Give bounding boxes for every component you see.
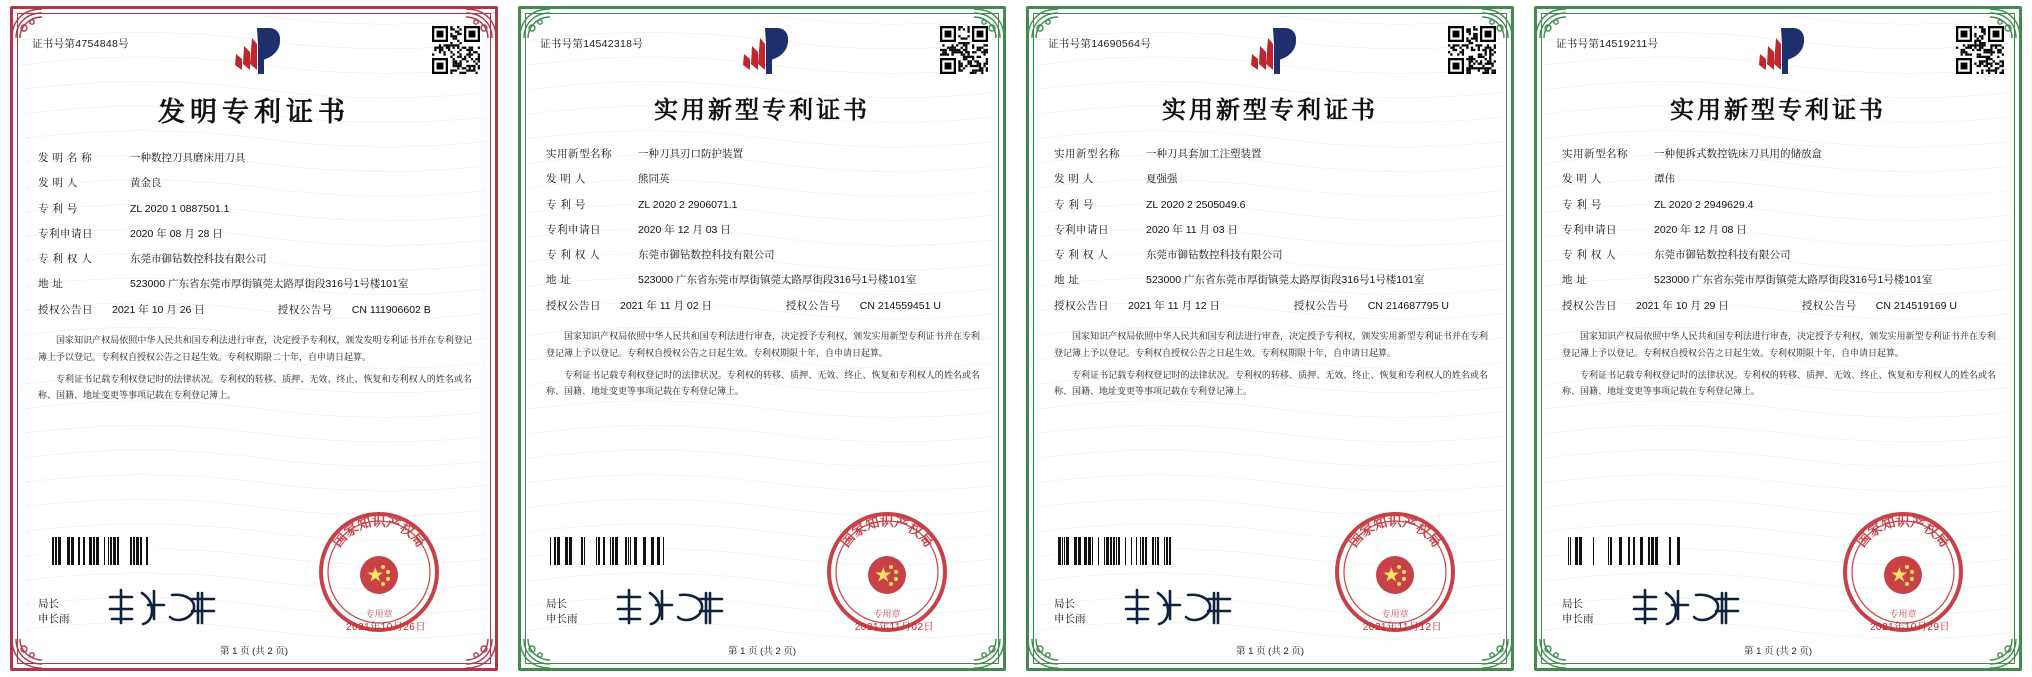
patent-certificate bbox=[1524, 0, 2032, 677]
field-label: 发 明 人 bbox=[546, 173, 586, 186]
seal-date: 2021年11月12日 bbox=[1362, 622, 1442, 633]
field-label: 专 利 号 bbox=[38, 202, 78, 215]
field-label: 地 址 bbox=[1562, 274, 1588, 287]
certificate-number: 证书号第14542318号 bbox=[540, 38, 644, 50]
field-application-date bbox=[38, 227, 474, 243]
svg-text:国家知识产权局: 国家知识产权局 bbox=[1345, 514, 1445, 551]
field-application-date bbox=[1054, 223, 1490, 239]
cnipa-emblem-icon bbox=[1741, 24, 1815, 80]
field-inventor bbox=[38, 176, 474, 192]
field-value: 谭伟 bbox=[1654, 173, 1675, 186]
field-grant-row bbox=[38, 303, 474, 319]
director-signature-icon bbox=[1118, 585, 1238, 629]
svg-text:专用章: 专用章 bbox=[365, 610, 393, 620]
certificate-number: 证书号第14519211号 bbox=[1556, 38, 1659, 50]
qr-code-icon[interactable] bbox=[1448, 26, 1496, 74]
director-block bbox=[38, 597, 70, 627]
field-label: 专利申请日 bbox=[38, 227, 93, 240]
field-value: 2020 年 12 月 03 日 bbox=[638, 223, 731, 236]
field-grant-number bbox=[786, 299, 982, 315]
field-patentee bbox=[1054, 248, 1490, 264]
field-value: 夏强强 bbox=[1146, 173, 1178, 186]
field-value: 一种数控刀具磨床用刀具 bbox=[130, 152, 246, 164]
seal-date: 2021年11月02日 bbox=[854, 622, 934, 633]
director-label: 局长 bbox=[1054, 597, 1075, 610]
body-paragraph: 国家知识产权局依照中华人民共和国专利法进行审查，决定授予专利权，颁发发明专利证书并在专利登记簿上予以登记。专利权自授权公告之日起生效。专利权期限二十年，自申请日起算。 bbox=[38, 335, 472, 362]
seal-date: 2021年10月29日 bbox=[1870, 622, 1950, 633]
page-footer: 第 1 页 (共 2 页) bbox=[1743, 646, 1813, 657]
field-label: 发 明 名 称 bbox=[38, 152, 93, 164]
official-seal-icon bbox=[824, 509, 950, 635]
field-label: 地 址 bbox=[546, 274, 572, 287]
barcode bbox=[1054, 537, 1172, 565]
field-inventor bbox=[1054, 172, 1490, 188]
field-grant-date bbox=[38, 303, 278, 319]
field-value: 523000 广东省东莞市厚街镇莞太路厚街段316号1号楼101室 bbox=[638, 274, 917, 287]
field-label: 授权公告日 bbox=[38, 303, 93, 316]
field-value: CN 214519169 U bbox=[1875, 299, 1957, 312]
body-paragraph: 国家知识产权局依照中华人民共和国专利法进行审查，决定授予专利权，颁发实用新型专利证书并在专利登记簿上予以登记。专利权自授权公告之日起生效。专利权期限十年，自申请日起算。 bbox=[1562, 331, 1996, 358]
official-seal-icon bbox=[1332, 509, 1458, 635]
body-paragraph: 国家知识产权局依照中华人民共和国专利法进行审查，决定授予专利权，颁发实用新型专利证书并在专利登记簿上予以登记。专利权自授权公告之日起生效。专利权期限十年，自申请日起算。 bbox=[1054, 331, 1488, 358]
field-value: 523000 广东省东莞市厚街镇莞太路厚街段316号1号楼101室 bbox=[130, 278, 409, 291]
field-label: 专 利 权 人 bbox=[1562, 249, 1617, 261]
field-label: 专 利 号 bbox=[1054, 198, 1094, 211]
director-label: 局长 bbox=[38, 597, 59, 610]
field-grant-number bbox=[278, 303, 474, 319]
director-signature-icon bbox=[102, 585, 222, 629]
certificate-body-text bbox=[546, 328, 980, 400]
certificate-body-text bbox=[1054, 328, 1488, 400]
field-value: ZL 2020 2 2949629.4 bbox=[1654, 198, 1754, 211]
certificate-number: 证书号第14690564号 bbox=[1048, 38, 1152, 50]
qr-code-icon[interactable] bbox=[1956, 26, 2004, 74]
page-footer: 第 1 页 (共 2 页) bbox=[219, 646, 289, 657]
qr-code-icon[interactable] bbox=[432, 26, 480, 74]
field-label: 发 明 人 bbox=[1562, 173, 1602, 186]
field-address bbox=[546, 273, 982, 289]
field-label: 授权公告号 bbox=[277, 303, 333, 316]
field-inventor bbox=[1562, 172, 1998, 188]
cnipa-emblem-icon bbox=[1233, 24, 1307, 80]
page-footer: 第 1 页 (共 2 页) bbox=[1235, 646, 1305, 657]
certificate-body-text bbox=[1562, 328, 1996, 400]
field-invention-name bbox=[546, 147, 982, 163]
director-name: 申长雨 bbox=[1562, 612, 1594, 625]
field-label: 地 址 bbox=[1054, 274, 1080, 287]
director-label: 局长 bbox=[546, 597, 567, 610]
certificate-header bbox=[532, 20, 992, 82]
svg-text:国家知识产权局: 国家知识产权局 bbox=[329, 514, 429, 551]
body-paragraph: 专利证书记载专利权登记时的法律状况。专利权的转移、质押、无效、终止、恢复和专利权人的姓名或名称、国籍、地址变更等事项记载在专利登记簿上。 bbox=[546, 369, 980, 397]
field-grant-number bbox=[1294, 299, 1490, 315]
field-value: 一种刀具套加工注塑装置 bbox=[1146, 148, 1262, 160]
field-value: CN 214559451 U bbox=[859, 299, 941, 312]
field-grant-row bbox=[546, 299, 982, 315]
field-value: CN 214687795 U bbox=[1367, 299, 1449, 312]
field-value: ZL 2020 2 2505049.6 bbox=[1146, 198, 1246, 211]
field-address bbox=[38, 277, 474, 293]
field-grant-row bbox=[1054, 299, 1490, 315]
seal-date: 2021年10月26日 bbox=[346, 622, 426, 633]
field-value: ZL 2020 2 2906071.1 bbox=[638, 198, 738, 211]
svg-text:专用章: 专用章 bbox=[1889, 610, 1917, 620]
field-label: 专利申请日 bbox=[1562, 223, 1617, 236]
body-paragraph: 专利证书记载专利权登记时的法律状况。专利权的转移、质押、无效、终止、恢复和专利权人的姓名或名称、国籍、地址变更等事项记载在专利登记簿上。 bbox=[38, 373, 472, 401]
body-paragraph: 专利证书记载专利权登记时的法律状况。专利权的转移、质押、无效、终止、恢复和专利权人的姓名或名称、国籍、地址变更等事项记载在专利登记簿上。 bbox=[1054, 369, 1488, 397]
field-invention-name bbox=[1054, 147, 1490, 163]
field-grant-date bbox=[1562, 299, 1802, 315]
field-grant-number bbox=[1802, 299, 1998, 315]
cnipa-emblem-icon bbox=[725, 24, 799, 80]
director-label: 局长 bbox=[1562, 597, 1583, 610]
field-value: 2020 年 12 月 08 日 bbox=[1654, 223, 1747, 236]
director-signature-icon bbox=[1626, 585, 1746, 629]
svg-text:国家知识产权局: 国家知识产权局 bbox=[837, 514, 937, 551]
page-footer: 第 1 页 (共 2 页) bbox=[727, 646, 797, 657]
field-invention-name bbox=[38, 151, 474, 167]
field-address bbox=[1562, 273, 1998, 289]
field-value: 东莞市御钻数控科技有限公司 bbox=[1146, 249, 1283, 261]
field-label: 授权公告号 bbox=[1801, 299, 1857, 312]
field-application-date bbox=[1562, 223, 1998, 239]
field-label: 专 利 号 bbox=[1562, 198, 1602, 211]
field-address bbox=[1054, 273, 1490, 289]
field-label: 实用新型名称 bbox=[1562, 148, 1628, 160]
field-value: CN 111906602 B bbox=[351, 303, 431, 316]
body-paragraph: 国家知识产权局依照中华人民共和国专利法进行审查，决定授予专利权，颁发实用新型专利证书并在专利登记簿上予以登记。专利权自授权公告之日起生效。专利权期限十年，自申请日起算。 bbox=[546, 331, 980, 358]
field-label: 专利申请日 bbox=[1054, 223, 1109, 236]
director-name: 申长雨 bbox=[546, 612, 578, 625]
field-label: 地 址 bbox=[38, 278, 64, 291]
field-application-date bbox=[546, 223, 982, 239]
patent-certificate bbox=[1016, 0, 1524, 677]
certificate-title: 实用新型专利证书 bbox=[1162, 95, 1378, 124]
field-value: 2021 年 11 月 12 日 bbox=[1128, 299, 1221, 312]
director-block bbox=[1562, 597, 1594, 627]
field-label: 专 利 号 bbox=[546, 198, 586, 211]
certificate-header bbox=[24, 20, 484, 82]
field-invention-name bbox=[1562, 147, 1998, 163]
certificate-number: 证书号第4754848号 bbox=[32, 38, 129, 50]
field-grant-row bbox=[1562, 299, 1998, 315]
field-grant-date bbox=[546, 299, 786, 315]
svg-text:专用章: 专用章 bbox=[1381, 610, 1409, 620]
field-label: 专利申请日 bbox=[546, 223, 601, 236]
field-label: 授权公告号 bbox=[1293, 299, 1349, 312]
director-block bbox=[1054, 597, 1086, 627]
certificate-title: 实用新型专利证书 bbox=[654, 95, 870, 124]
director-signature-icon bbox=[610, 585, 730, 629]
field-value: 一种刀具刃口防护装置 bbox=[638, 148, 743, 160]
field-grant-date bbox=[1054, 299, 1294, 315]
field-value: ZL 2020 1 0887501.1 bbox=[130, 202, 230, 215]
field-value: 东莞市御钻数控科技有限公司 bbox=[638, 249, 775, 261]
field-value: 东莞市御钻数控科技有限公司 bbox=[1654, 249, 1791, 261]
field-patent-number bbox=[38, 202, 474, 218]
field-label: 发 明 人 bbox=[38, 177, 78, 190]
field-label: 专 利 权 人 bbox=[38, 253, 93, 265]
field-label: 专 利 权 人 bbox=[546, 249, 601, 261]
field-value: 523000 广东省东莞市厚街镇莞太路厚街段316号1号楼101室 bbox=[1146, 274, 1425, 287]
director-name: 申长雨 bbox=[38, 612, 70, 625]
certificate-body-text bbox=[38, 332, 472, 404]
field-label: 授权公告日 bbox=[546, 299, 601, 312]
official-seal-icon bbox=[316, 509, 442, 635]
patent-certificate bbox=[0, 0, 508, 677]
field-value: 熊同英 bbox=[638, 173, 670, 186]
certificate-header bbox=[1040, 20, 1500, 82]
certificate-title: 发明专利证书 bbox=[158, 97, 350, 128]
field-label: 授权公告日 bbox=[1562, 299, 1617, 312]
patent-certificate bbox=[508, 0, 1016, 677]
certificate-fields bbox=[1040, 147, 1500, 314]
certificate-header bbox=[1548, 20, 2008, 82]
field-value: 黄金良 bbox=[130, 177, 162, 190]
field-patentee bbox=[1562, 248, 1998, 264]
field-value: 2020 年 08 月 28 日 bbox=[130, 227, 223, 240]
field-patent-number bbox=[1054, 198, 1490, 214]
field-label: 实用新型名称 bbox=[546, 148, 612, 160]
field-patentee bbox=[546, 248, 982, 264]
field-value: 东莞市御钻数控科技有限公司 bbox=[130, 253, 267, 265]
certificate-fields bbox=[532, 147, 992, 314]
barcode bbox=[1562, 537, 1680, 565]
field-label: 专 利 权 人 bbox=[1054, 249, 1109, 261]
director-block bbox=[546, 597, 578, 627]
body-paragraph: 专利证书记载专利权登记时的法律状况。专利权的转移、质押、无效、终止、恢复和专利权人的姓名或名称、国籍、地址变更等事项记载在专利登记簿上。 bbox=[1562, 369, 1996, 397]
certificate-fields bbox=[1548, 147, 2008, 314]
barcode bbox=[38, 537, 156, 565]
qr-code-icon[interactable] bbox=[940, 26, 988, 74]
field-value: 2020 年 11 月 03 日 bbox=[1146, 223, 1239, 236]
field-value: 2021 年 10 月 29 日 bbox=[1636, 299, 1729, 312]
field-patent-number bbox=[1562, 198, 1998, 214]
field-patentee bbox=[38, 252, 474, 268]
svg-text:专用章: 专用章 bbox=[873, 610, 901, 620]
field-label: 发 明 人 bbox=[1054, 173, 1094, 186]
svg-text:国家知识产权局: 国家知识产权局 bbox=[1853, 514, 1953, 551]
certificate-fields bbox=[24, 151, 484, 318]
field-inventor bbox=[546, 172, 982, 188]
official-seal-icon bbox=[1840, 509, 1966, 635]
director-name: 申长雨 bbox=[1054, 612, 1086, 625]
field-value: 2021 年 11 月 02 日 bbox=[620, 299, 713, 312]
barcode bbox=[546, 537, 664, 565]
field-value: 523000 广东省东莞市厚街镇莞太路厚街段316号1号楼101室 bbox=[1654, 274, 1933, 287]
certificate-title: 实用新型专利证书 bbox=[1670, 95, 1886, 124]
field-label: 授权公告号 bbox=[785, 299, 841, 312]
field-value: 2021 年 10 月 26 日 bbox=[112, 303, 205, 316]
cnipa-emblem-icon bbox=[217, 24, 291, 80]
field-value: 一种便拆式数控铣床刀具用的储放盒 bbox=[1654, 148, 1822, 160]
field-label: 实用新型名称 bbox=[1054, 148, 1120, 160]
field-patent-number bbox=[546, 198, 982, 214]
field-label: 授权公告日 bbox=[1054, 299, 1109, 312]
